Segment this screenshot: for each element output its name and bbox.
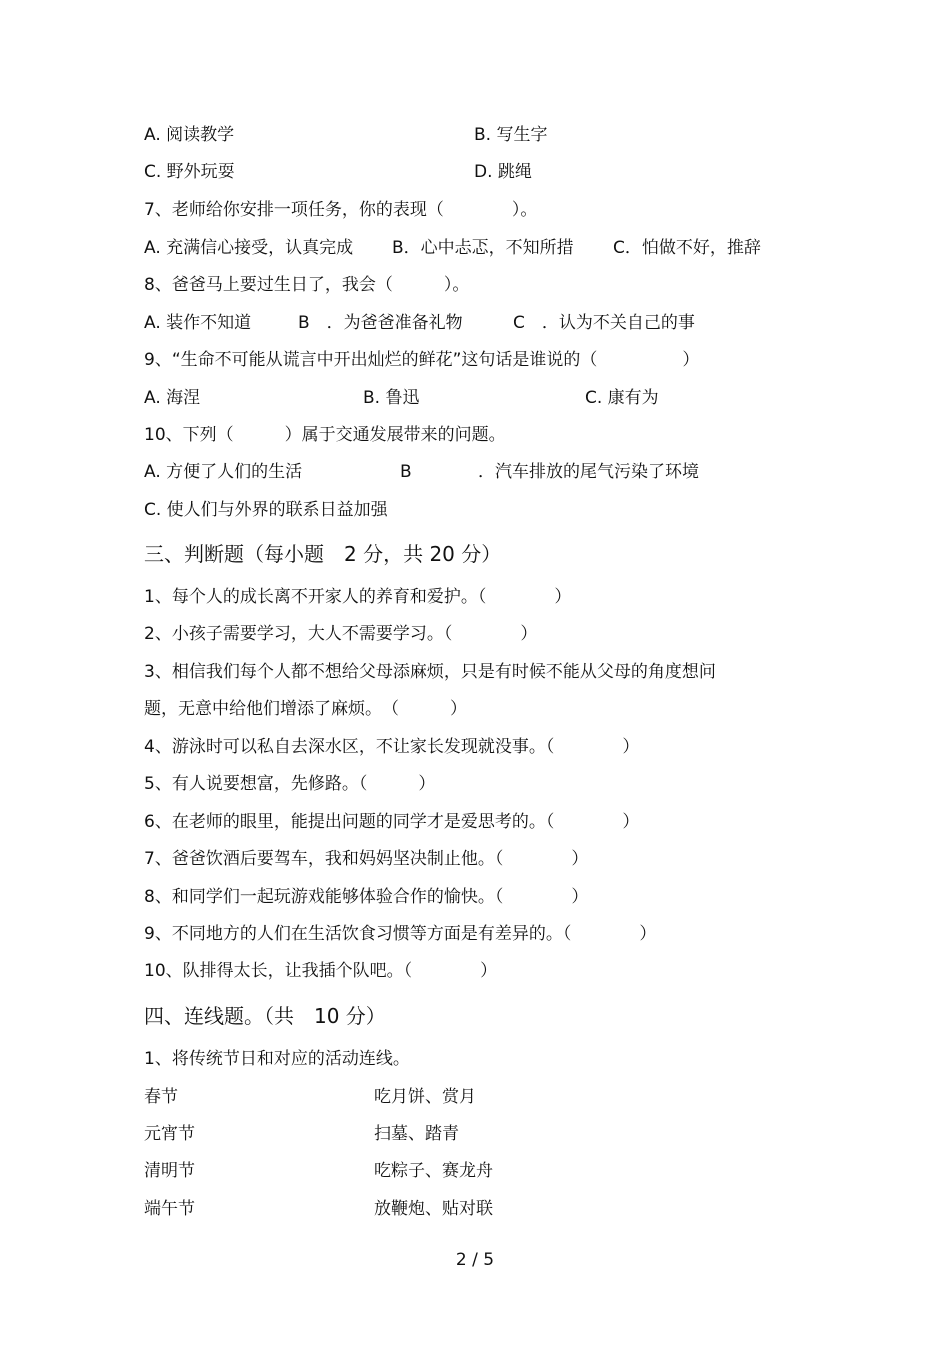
tf-item-3-line2: 题，无意中给他们增添了麻烦。 （ ）	[144, 699, 467, 719]
q6-option-a: A. 阅读教学	[144, 125, 235, 145]
q10-option-a: A. 方便了人们的生活	[144, 462, 303, 482]
tf-item-5: 5、有人说要想富，先修路。（ ）	[144, 774, 436, 794]
q7-option-c: C．怕做不好，推辞	[613, 238, 761, 258]
tf-item-7: 7、爸爸饮酒后要驾车，我和妈妈坚决制止他。（ ）	[144, 849, 589, 869]
q6-option-b: B. 写生字	[474, 125, 548, 145]
q7-option-b: B．心中忐忑，不知所措	[392, 238, 574, 258]
tf-item-8: 8、和同学们一起玩游戏能够体验合作的愉快。（ ）	[144, 887, 589, 907]
festival-item: 端午节	[144, 1199, 195, 1219]
q10-option-b-text: ．汽车排放的尾气污染了环境	[478, 462, 699, 482]
q6-option-c: C. 野外玩耍	[144, 162, 235, 182]
festival-item: 元宵节	[144, 1124, 195, 1144]
q8-option-a: A. 装作不知道	[144, 313, 252, 333]
question-9: 9、“生命不可能从谎言中开出灿烂的鲜花”这句话是谁说的（ ）	[144, 350, 700, 370]
q10-option-c: C. 使人们与外界的联系日益加强	[144, 500, 388, 520]
festival-item: 清明节	[144, 1161, 195, 1181]
activity-item: 吃月饼、赏月	[374, 1087, 476, 1107]
activity-item: 放鞭炮、贴对联	[374, 1199, 493, 1219]
festival-item: 春节	[144, 1087, 178, 1107]
q10-option-b-letter: B	[400, 462, 412, 482]
tf-item-2: 2、小孩子需要学习，大人不需要学习。（ ）	[144, 624, 538, 644]
tf-item-4: 4、游泳时可以私自去深水区，不让家长发现就没事。（ ）	[144, 737, 640, 757]
q8-option-c: C ．认为不关自己的事	[513, 313, 695, 333]
tf-item-1: 1、每个人的成长离不开家人的养育和爱护。（ ）	[144, 587, 572, 607]
q8-option-b: B ．为爸爸准备礼物	[298, 313, 463, 333]
matching-question-1: 1、将传统节日和对应的活动连线。	[144, 1049, 410, 1069]
section-heading-true-false: 三、判断题（每小题 2 分，共 20 分）	[144, 542, 502, 566]
section-heading-matching: 四、连线题。（共 10 分）	[144, 1004, 386, 1028]
q9-option-a: A. 海涅	[144, 388, 201, 408]
activity-item: 扫墓、踏青	[374, 1124, 459, 1144]
question-8: 8、爸爸马上要过生日了，我会（ ）。	[144, 275, 470, 295]
q7-option-a: A. 充满信心接受，认真完成	[144, 238, 354, 258]
activity-item: 吃粽子、赛龙舟	[374, 1161, 493, 1181]
tf-item-10: 10、队排得太长，让我插个队吧。（ ）	[144, 961, 498, 981]
tf-item-3-line1: 3、相信我们每个人都不想给父母添麻烦，只是有时候不能从父母的角度想问	[144, 662, 716, 682]
q9-option-c: C. 康有为	[585, 388, 659, 408]
question-10: 10、下列（ ）属于交通发展带来的问题。	[144, 425, 506, 445]
question-7: 7、老师给你安排一项任务，你的表现（ ）。	[144, 200, 538, 220]
q6-option-d: D. 跳绳	[474, 162, 532, 182]
tf-item-9: 9、不同地方的人们在生活饮食习惯等方面是有差异的。（ ）	[144, 924, 657, 944]
q9-option-b: B. 鲁迅	[363, 388, 420, 408]
tf-item-6: 6、在老师的眼里，能提出问题的同学才是爱思考的。（ ）	[144, 812, 640, 832]
page-number: 2 / 5	[455, 1250, 495, 1270]
